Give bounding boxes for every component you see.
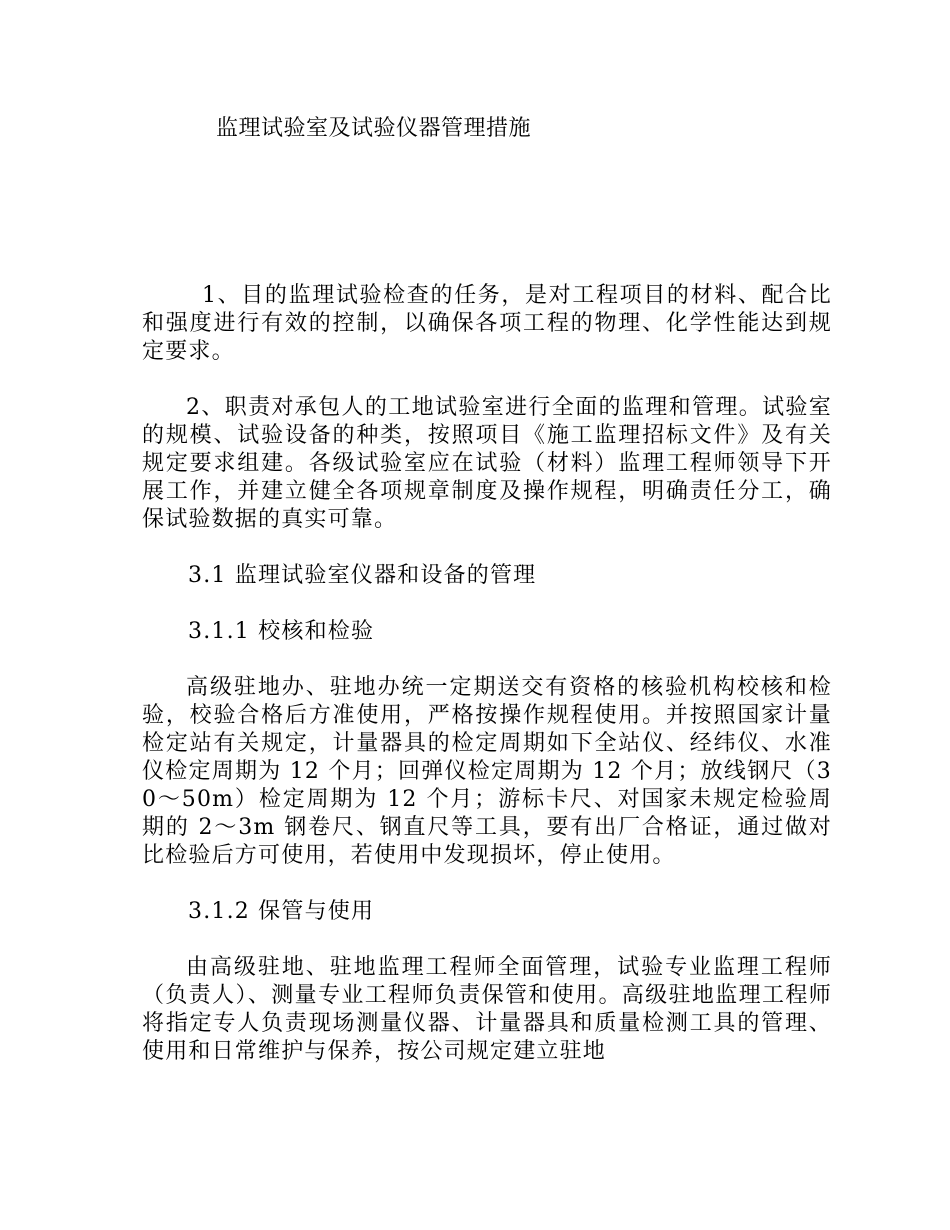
paragraph-responsibility: 2、职责对承包人的工地试验室进行全面的监理和管理。试验室的规模、试验设备的种类，按照项目《施工监理招标文件》及有关规定要求组建。各级试验室应在试验（材料）监理工程师领导下开展工作，并建立健全各项规章制度及操作规程，明确责任分工，确保试验数据的真实可靠。 [142,395,832,532]
document-title: 监理试验室及试验仪器管理措施 [216,116,532,141]
paragraph-calibration: 高级驻地办、驻地办统一定期送交有资格的核验机构校核和检验，校验合格后方准使用，严格按操作规程使用。并按照国家计量检定站有关规定，计量器具的检定周期如下全站仪、经纬仪、水准仪检定周期为 12 个月；回弹仪检定周期为 12 个月；放线钢尺（30～50m）检定周期为 12 个月；游标卡尺、对国家未规定检验周期的 2～3m 钢卷尺、钢直尺等工具，要有出厂合格证，通过做对比检验后方可使用，若使用中发现损坏，停止使用。 [142,675,832,868]
section-heading-3-1-2: 3.1.2 保管与使用 [188,899,375,924]
document-body [142,282,832,1066]
paragraph-purpose: 1、目的监理试验检查的任务，是对工程项目的材料、配合比和强度进行有效的控制，以确保各项工程的物理、化学性能达到规定要求。 [142,283,832,364]
section-heading-3-1: 3.1 监理试验室仪器和设备的管理 [188,563,537,588]
paragraph-custody-use: 由高级驻地、驻地监理工程师全面管理，试验专业监理工程师（负责人）、测量专业工程师负责保管和使用。高级驻地监理工程师将指定专人负责现场测量仪器、计量器具和质量检测工具的管理、使用和日常维护与保养，按公司规定建立驻地 [142,955,832,1064]
section-heading-3-1-1: 3.1.1 校核和检验 [188,619,375,644]
